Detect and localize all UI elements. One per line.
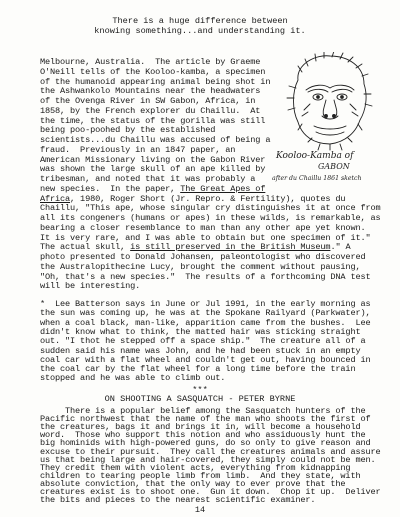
p2-line-8: the coal car by the flat wheel for a long time before the train	[40, 364, 356, 375]
separator: ***	[192, 385, 208, 395]
p1-line-2: O'Neill tells of the Kooloo-kamba, a specimen	[40, 66, 266, 77]
p2-line-3: when a coal black, man-like, apparition came from the bushes. Lee	[40, 317, 371, 328]
p3-line-2: Pacific northwest that the name of the man who shoots the first of	[40, 414, 371, 425]
sketch-caption-3: after du Chaillu 1861 sketch	[272, 175, 362, 182]
p1-line-14-text: new species. In the paper,	[40, 183, 181, 194]
p1-line-8: being poo-poohed by the established	[40, 125, 216, 136]
p2-line-7: coal car with a flat wheel and couldn't get out, having bounced in	[40, 354, 371, 365]
p2-line-4: didn't know what to think, the matted hair was sticking straight	[40, 326, 361, 337]
p1-line-22: the Australopithecine Lucy, brought the comment without pausing,	[40, 261, 361, 272]
p1-line-24: will be interesting.	[40, 281, 141, 292]
p1-line-16: Chaillu, "This ape, whose singular cry distinguishes it at once from	[40, 203, 381, 214]
paper-title-2: Africa	[40, 193, 71, 204]
p1-line-5: of the Ovenga River in SW Gabon, Africa, in	[40, 96, 256, 106]
p1-line-11: American Missionary living on the Gabon River	[40, 154, 266, 165]
sketch-caption-1: Kooloo-Kamba of	[276, 151, 354, 161]
p3-line-9: children to tearing people limb from limb. And they state, with	[40, 470, 361, 481]
p2-line-1: * Lee Batterson says in June or Jul 1991, in the early morning as	[40, 299, 371, 309]
paper-title: The Great Apes of	[180, 183, 266, 194]
p2-line-5: out. "I thot he stepped off a space ship." The creature all of a	[40, 336, 366, 347]
p1-line-4: the Ashwankolo Mountains near the headwaters	[40, 86, 261, 97]
p1-line-15-text: , 1980, Roger Short (Jr. Repro. & Fertility), quotes du	[70, 193, 346, 204]
p1-line-1: Melbourne, Australia. The article by Graeme	[40, 57, 261, 67]
p1-line-10: fraud. Previously in an 1847 paper, an	[40, 144, 236, 155]
intro-quote-line-2: knowing something...and understanding it.	[94, 26, 306, 36]
p3-line-7: us that being large and hair-covered, they simply could not be men.	[40, 454, 376, 465]
kooloo-kamba-sketch	[268, 52, 392, 184]
p2-line-2: the sun was coming up, he was at the Spokane Railyard (Parkwater),	[40, 308, 371, 319]
p1-line-20-tail: ." A	[330, 242, 351, 253]
p1-line-18: bearing a closer resemblance to man than any other ape yet known.	[40, 222, 366, 233]
p3-line-4: word. Those who support this notion and who assiduously hunt the	[40, 430, 366, 441]
p3-line-12: the bits and pieces to the nearest scientific examiner.	[40, 495, 316, 506]
p3-line-1: There is a popular belief among the Sasquatch hunters of the	[40, 406, 366, 416]
p3-line-6: excuse to their pursuit. They call the creatures animals and assure	[40, 446, 381, 457]
preserved-text: is still preserved in the British Museum	[130, 242, 331, 253]
p3-line-3: the creatures, bags it and brings it in, will become a household	[40, 422, 361, 433]
page-number: 14	[194, 505, 206, 515]
p3-line-10: absolute conviction, that the only way to ever prove that the	[40, 478, 346, 489]
p2-line-6: sudden said his name was John, and he had been stuck in an empty	[40, 345, 361, 356]
p2-line-9: stopped and he was able to climb out.	[40, 373, 226, 384]
p1-line-12: was shown the large skull of an ape killed by	[40, 164, 266, 175]
p3-line-5: big hominids with high-powered guns, do so only to give reason and	[40, 438, 371, 449]
p1-line-14	[40, 184, 265, 194]
p1-line-17: all its congeners (humans or apes) in these wilds, is remarkable, as	[40, 213, 381, 223]
intro-quote-line-1: There is a huge difference between	[112, 16, 288, 26]
p1-line-6: 1858, by the French explorer du Chaillu. At	[40, 105, 261, 116]
p1-line-15	[40, 194, 345, 204]
sketch-caption-2: GABON	[318, 162, 350, 171]
p1-line-7: the time, the status of the gorilla was still	[40, 115, 266, 126]
p1-line-20	[40, 242, 350, 252]
p1-line-19: It is very rare, and I was able to obtain but one specimen of it."	[40, 232, 371, 243]
section-heading: ON SHOOTING A SASQUATCH - PETER BYRNE	[104, 394, 296, 404]
p1-line-20-text: The actual skull,	[40, 242, 131, 253]
p1-line-23: "Oh, that's a new species." The results of a forthcoming DNA test	[40, 271, 371, 282]
p1-line-9: scientists...du Chaillu was accused of being a	[40, 135, 271, 145]
p3-line-11: creatures exist is to shoot one. Gun it down. Chop it up. Deliver	[40, 487, 381, 497]
p3-line-8: They credit them with violent acts, everything from kidnapping	[40, 462, 351, 473]
p1-line-13: tribesman, and noted that it was probably a	[40, 174, 256, 184]
p1-line-21: photo presented to Donald Johansen, paleontologist who discovered	[40, 252, 366, 262]
p1-line-3: of the humanoid appearing animal being shot in	[40, 76, 271, 87]
